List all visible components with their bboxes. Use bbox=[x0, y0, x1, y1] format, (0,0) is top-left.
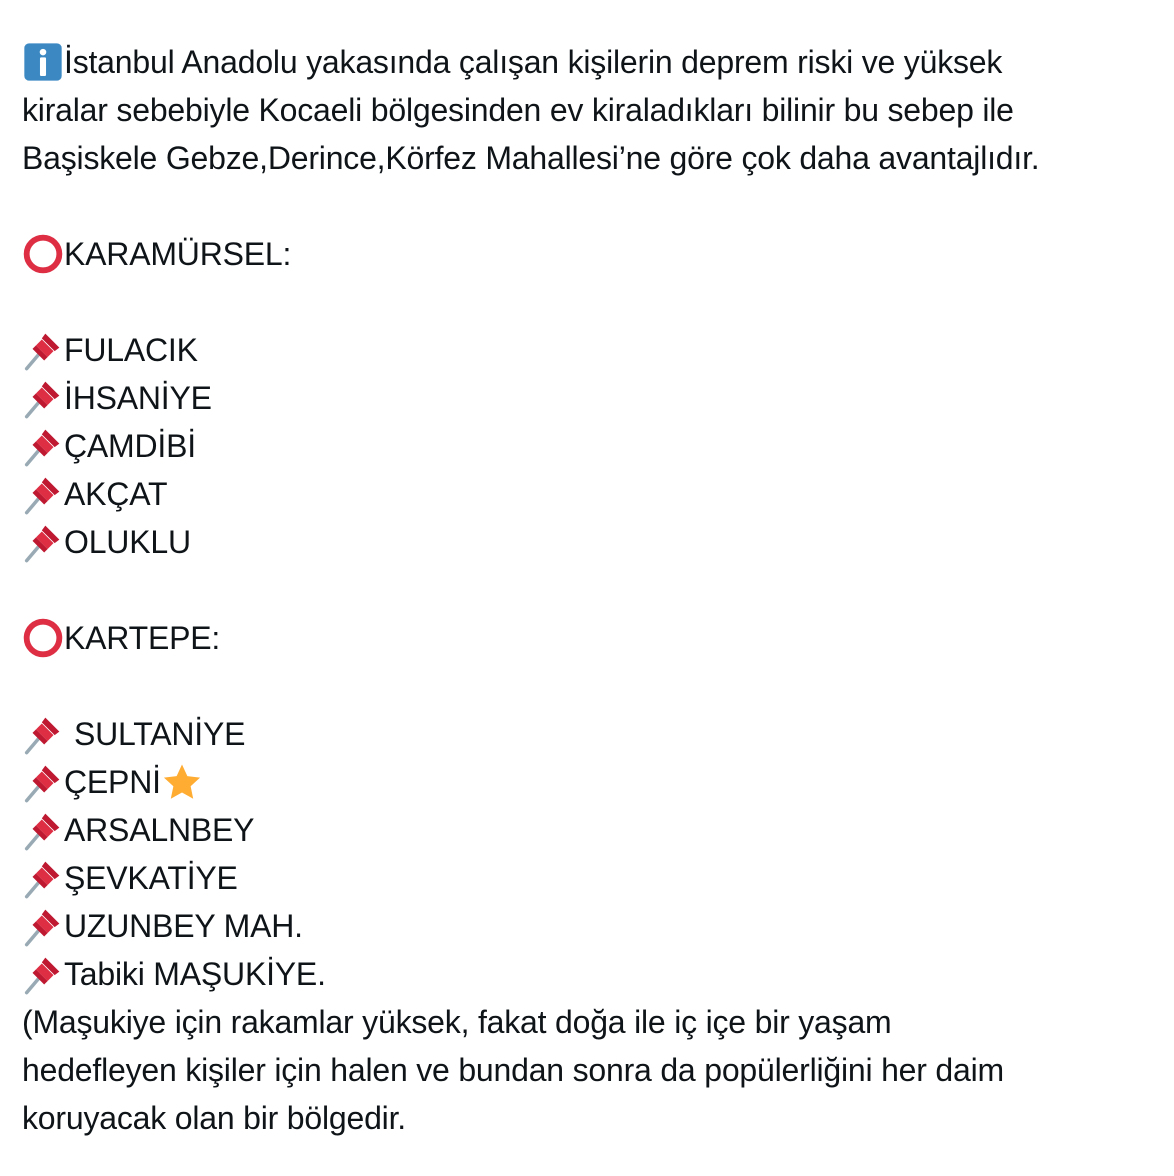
list-item-label: OLUKLU bbox=[64, 524, 191, 560]
list-item-label: ARSALNBEY bbox=[64, 812, 255, 848]
section-heading-label: KARAMÜRSEL: bbox=[64, 236, 292, 272]
list-item bbox=[22, 806, 1162, 854]
closing-line-2 bbox=[22, 1046, 1162, 1094]
pushpin-icon bbox=[22, 713, 64, 755]
tweet-text bbox=[22, 38, 1162, 1142]
list-item bbox=[22, 950, 1162, 998]
star-icon bbox=[161, 761, 203, 803]
closing-text-line: koruyacak olan bir bölgedir. bbox=[22, 1100, 406, 1136]
closing-line-3 bbox=[22, 1094, 1162, 1142]
pushpin-icon bbox=[22, 329, 64, 371]
pushpin-icon bbox=[22, 905, 64, 947]
list-item-label: ÇEPNİ bbox=[64, 764, 161, 800]
list-item bbox=[22, 518, 1162, 566]
closing-line-1 bbox=[22, 998, 1162, 1046]
list-item-label: UZUNBEY MAH. bbox=[64, 908, 303, 944]
pushpin-icon bbox=[22, 953, 64, 995]
pushpin-icon bbox=[22, 761, 64, 803]
intro-line-2 bbox=[22, 86, 1162, 134]
information-icon bbox=[22, 41, 64, 83]
pushpin-icon bbox=[22, 377, 64, 419]
list-item bbox=[22, 422, 1162, 470]
intro-line-3 bbox=[22, 134, 1162, 182]
list-item-label: SULTANİYE bbox=[74, 716, 246, 752]
hollow-red-circle-icon bbox=[22, 617, 64, 659]
section-heading-karamursel bbox=[22, 230, 1162, 278]
pushpin-icon bbox=[22, 521, 64, 563]
pushpin-icon bbox=[22, 809, 64, 851]
intro-text-line: İstanbul Anadolu yakasında çalışan kişilerin deprem riski ve yüksek bbox=[64, 44, 1003, 80]
list-item bbox=[22, 326, 1162, 374]
list-item bbox=[22, 854, 1162, 902]
hollow-red-circle-icon bbox=[22, 233, 64, 275]
list-item-label: Tabiki MAŞUKİYE. bbox=[64, 956, 326, 992]
section-heading-label: KARTEPE: bbox=[64, 620, 221, 656]
closing-text-line: (Maşukiye için rakamlar yüksek, fakat doğa ile iç içe bir yaşam bbox=[22, 1004, 892, 1040]
list-item bbox=[22, 902, 1162, 950]
intro-text-line: kiralar sebebiyle Kocaeli bölgesinden ev kiraladıkları bilinir bu sebep ile bbox=[22, 92, 1014, 128]
list-item bbox=[22, 758, 1162, 806]
pushpin-icon bbox=[22, 473, 64, 515]
list-item-label: AKÇAT bbox=[64, 476, 168, 512]
list-item bbox=[22, 710, 1162, 758]
pushpin-icon bbox=[22, 425, 64, 467]
closing-text-line: hedefleyen kişiler için halen ve bundan sonra da popülerliğini her daim bbox=[22, 1052, 1004, 1088]
list-item-label: FULACIK bbox=[64, 332, 198, 368]
intro-text-line: Başiskele Gebze,Derince,Körfez Mahallesi’ne göre çok daha avantajlıdır. bbox=[22, 140, 1040, 176]
pushpin-icon bbox=[22, 857, 64, 899]
list-item-label: ÇAMDİBİ bbox=[64, 428, 196, 464]
list-item-label: İHSANİYE bbox=[64, 380, 212, 416]
list-item bbox=[22, 374, 1162, 422]
intro-line-1 bbox=[22, 38, 1162, 86]
list-item bbox=[22, 470, 1162, 518]
section-heading-kartepe bbox=[22, 614, 1162, 662]
list-item-label: ŞEVKATİYE bbox=[64, 860, 238, 896]
